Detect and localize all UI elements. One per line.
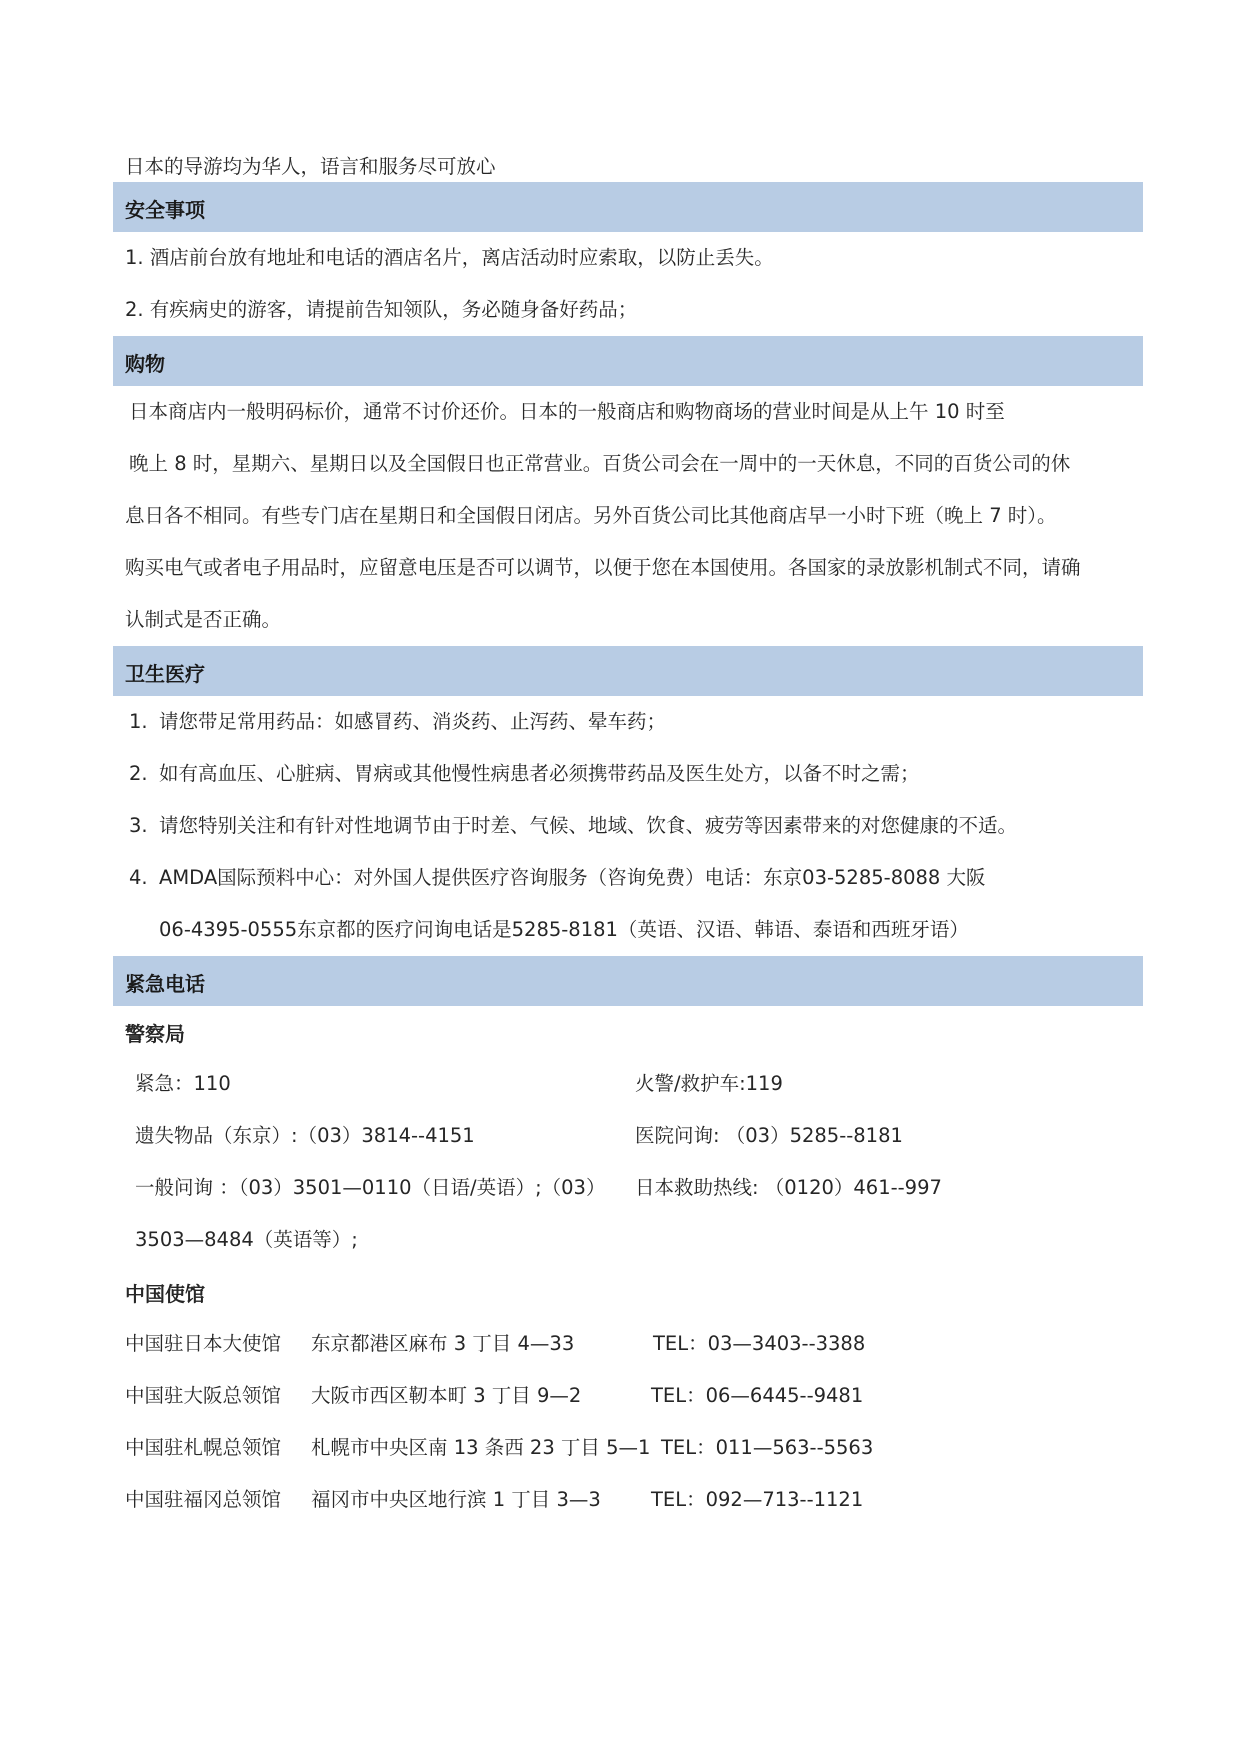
- shopping-line: 认制式是否正确。: [125, 608, 282, 631]
- embassy-name: 中国驻大阪总领馆: [125, 1384, 282, 1407]
- section-safety-header: 安全事项: [113, 182, 1143, 232]
- embassy-row: [113, 1474, 1143, 1526]
- embassy-name: 中国驻日本大使馆: [125, 1332, 282, 1355]
- hospital-inquiry-phone: 医院问询: （03）5285--8181: [635, 1124, 903, 1147]
- embassy-tel: TEL：03—3403--3388: [653, 1332, 866, 1355]
- medical-item-2: [113, 748, 1143, 800]
- embassy-address: 东京都港区麻布 3 丁目 4—33: [311, 1332, 575, 1355]
- embassy-row: [113, 1422, 1143, 1474]
- lost-items-phone: 遗失物品（东京）:（03）3814--4151: [135, 1124, 475, 1147]
- shopping-line: 日本商店内一般明码标价，通常不讨价还价。日本的一般商店和购物商场的营业时间是从上午 10 时至: [129, 400, 1005, 423]
- shopping-line: 晚上 8 时，星期六、星期日以及全国假日也正常营业。百货公司会在一周中的一天休息，不同的百货公司的休: [129, 452, 1071, 475]
- intro-text: 日本的导游均为华人，语言和服务尽可放心: [125, 155, 496, 178]
- embassy-row: [113, 1318, 1143, 1370]
- medical-item-4: [113, 852, 1143, 904]
- embassy-heading: 中国使馆: [125, 1282, 205, 1306]
- rescue-hotline-phone: 日本救助热线: （0120）461--997: [635, 1176, 942, 1199]
- embassy-address: 福冈市中央区地行滨 1 丁目 3—3: [311, 1488, 601, 1511]
- list-text: 如有高血压、心脏病、胃病或其他慢性病患者必须携带药品及医生处方，以备不时之需；: [159, 762, 920, 785]
- urgent-phone: 紧急：110: [135, 1072, 231, 1095]
- shopping-paragraph: [113, 386, 1143, 646]
- embassy-tel: TEL：092—713--1121: [651, 1488, 864, 1511]
- list-number: 2.: [129, 762, 148, 785]
- medical-list: [113, 696, 1143, 956]
- safety-item-1: 1. 酒店前台放有地址和电话的酒店名片，离店活动时应索取，以防止丢失。: [125, 246, 774, 269]
- fire-ambulance-phone: 火警/救护车:119: [635, 1072, 783, 1095]
- list-number: 3.: [129, 814, 148, 837]
- safety-item-2: 2. 有疾病史的游客，请提前告知领队，务必随身备好药品；: [125, 298, 638, 321]
- list-number: 4.: [129, 866, 148, 889]
- embassy-address: 札幌市中央区南 13 条西 23 丁目 5—1: [311, 1436, 651, 1459]
- section-medical-header: 卫生医疗: [113, 646, 1143, 696]
- embassy-tel: TEL：06—6445--9481: [651, 1384, 864, 1407]
- police-heading: 警察局: [125, 1022, 185, 1046]
- general-inquiry-phone-continued: 3503—8484（英语等）;: [135, 1228, 358, 1251]
- medical-item-1: [113, 696, 1143, 748]
- embassy-row: [113, 1370, 1143, 1422]
- embassy-list: [113, 1318, 1143, 1526]
- list-number: 1.: [129, 710, 148, 733]
- list-text: AMDA国际预料中心：对外国人提供医疗咨询服务（咨询免费）电话：东京03-5285-8088 大阪: [159, 866, 986, 889]
- document-page: [113, 150, 1143, 1526]
- medical-item-4-continued: 06-4395-0555东京都的医疗问询电话是5285-8181（英语、汉语、韩语、泰语和西班牙语）: [159, 918, 969, 941]
- list-text: 请您带足常用药品：如感冒药、消炎药、止泻药、晕车药；: [159, 710, 667, 733]
- list-text: 请您特别关注和有针对性地调节由于时差、气候、地域、饮食、疲劳等因素带来的对您健康的不适。: [159, 814, 1018, 837]
- general-inquiry-phone: 一般问询 ：（03）3501—0110（日语/英语）;（03）: [135, 1176, 606, 1199]
- embassy-address: 大阪市西区靭本町 3 丁目 9—2: [311, 1384, 582, 1407]
- embassy-tel: TEL：011—563--5563: [661, 1436, 874, 1459]
- shopping-line: 购买电气或者电子用品时，应留意电压是否可以调节，以便于您在本国使用。各国家的录放影机制式不同，请确: [125, 556, 1081, 579]
- police-phone-grid: [113, 1058, 1143, 1318]
- embassy-name: 中国驻札幌总领馆: [125, 1436, 282, 1459]
- section-emergency-header: 紧急电话: [113, 956, 1143, 1006]
- shopping-line: 息日各不相同。有些专门店在星期日和全国假日闭店。另外百货公司比其他商店早一小时下班（晚上 7 时）。: [125, 504, 1057, 527]
- section-shopping-header: 购物: [113, 336, 1143, 386]
- medical-item-3: [113, 800, 1143, 852]
- embassy-name: 中国驻福冈总领馆: [125, 1488, 282, 1511]
